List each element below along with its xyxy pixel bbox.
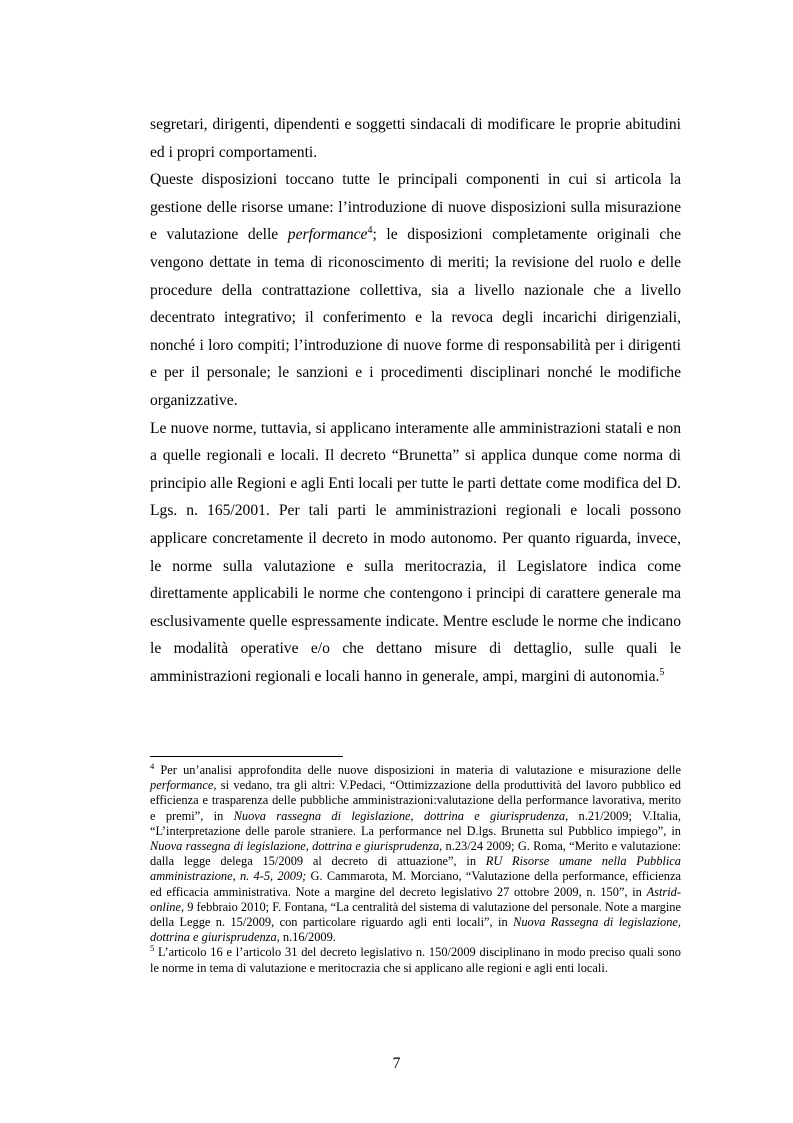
footnote-4-italic: Nuova Rassegna di legislazione, dottrina e giurisprudenza (150, 915, 681, 945)
footnote-4 (150, 760, 682, 945)
page-number: 7 (392, 1055, 401, 1072)
footnote-4-text: , n.21/2009; V.Italia, “L’interpretazione delle parole straniere. La performance nel D.lgs. Brunetta sul Pubblico impiego”, in (150, 808, 681, 838)
footnote-4-italic: Nuova rassegna di legislazione, dottrina e giurisprudenza (233, 808, 566, 823)
footnote-4-text: , si vedano, tra gli altri: V.Pedaci, “Ottimizzazione della produttività del lavoro pubblico ed efficienza e trasparenza delle pubbliche amministrazioni:valutazione della performance lavorativa, merito e premi”, in (150, 778, 681, 823)
footnote-4-italic: performance (150, 778, 214, 793)
paragraph-3-text: Le nuove norme, tuttavia, si applicano interamente alle amministrazioni statali e non a quelle regionali e locali. Il decreto “Brunetta” si applica dunque come norma di principio alle Regioni e agli Enti locali per tutte le parti dettate come modifica del D. Lgs. n. 165/2001. Per tali parti le amministrazioni regionali e locali possono applicare concretamente il decreto in modo autonomo. Per quanto riguarda, invece, le norme sulla valutazione e sulla meritocrazia, il Legislatore indica come direttamente applicabili le norme che contengono i principi di carattere generale ma esclusivamente quelle espressamente indicate. Mentre esclude le norme che indicano le modalità operative e/o che dettano misure di dettaglio, sulle quali le amministrazioni regionali e locali hanno in generale, ampi, margini di autonomia. (150, 419, 681, 685)
paragraph-3 (150, 415, 681, 691)
paragraph-2-text-b: ; le disposizioni completamente originali che vengono dettate in tema di riconoscimento di meriti; la revisione del ruolo e delle procedure della contrattazione collettiva, sia a livello nazionale che a livello decentrato integrativo; il conferimento e la revoca degli incarichi dirigenziali, nonché i loro compiti; l’introduzione di nuove forme di responsabilità per i dirigenti e per il personale; le sanzioni e i procedimenti disciplinari nonché le modifiche organizzative. (150, 226, 681, 409)
footnote-separator (150, 756, 343, 757)
footnote-4-italic: Astrid-online (150, 884, 681, 914)
footnotes (150, 760, 682, 976)
footnote-4-text: , n.23/24 2009; G. Roma, “Merito e valutazione: dalla legge delega 15/2009 al decreto di attuazione”, in (150, 839, 681, 869)
body-text (150, 111, 681, 690)
footnote-5 (150, 945, 681, 975)
paragraph-1: segretari, dirigenti, dipendenti e soggetti sindacali di modificare le proprie abitudini ed i propri comportamenti. (150, 116, 681, 161)
footnote-4-text: Per un’analisi approfondita delle nuove disposizioni in materia di valutazione e misurazione delle (154, 763, 681, 777)
footnote-4-text: , n.16/2009. (276, 930, 336, 945)
paragraph-2 (150, 166, 681, 414)
footnote-ref-5[interactable]: 5 (659, 666, 665, 678)
footnote-4-text: , 9 febbraio 2010; F. Fontana, “La centralità del sistema di valutazione del personale. Note a margine della Legge n. 15/2009, con particolare riguardo agli enti locali”, in (150, 899, 681, 930)
paragraph-2-text-a: Queste disposizioni toccano tutte le principali componenti in cui si articola la gestione delle risorse umane: l’introduzione di nuove disposizioni sulla misurazione e valutazione delle (150, 171, 681, 244)
footnote-ref-4[interactable]: 4 (367, 225, 373, 237)
footnote-4-italic: RU Risorse umane nella Pubblica amministrazione, n. 4-5, 2009; (150, 854, 682, 884)
footnote-5-mark: 5 (150, 943, 155, 954)
footnote-5-text: L’articolo 16 e l’articolo 31 del decreto legislativo n. 150/2009 disciplinano in modo preciso quali sono le norme in tema di valutazione e meritocrazia che si applicano alle regioni e agli enti locali. (150, 945, 681, 975)
paragraph-2-italic: performance (287, 226, 368, 244)
footnote-4-mark: 4 (150, 760, 155, 771)
footnote-4-italic: Nuova rassegna di legislazione, dottrina e giurisprudenza (150, 839, 440, 854)
footnote-4-text: G. Cammarota, M. Morciano, “Valutazione della performance, efficienza ed efficacia amministrativa. Note a margine del decreto legislativo 27 ottobre 2009, n. 150”, in (150, 869, 681, 899)
